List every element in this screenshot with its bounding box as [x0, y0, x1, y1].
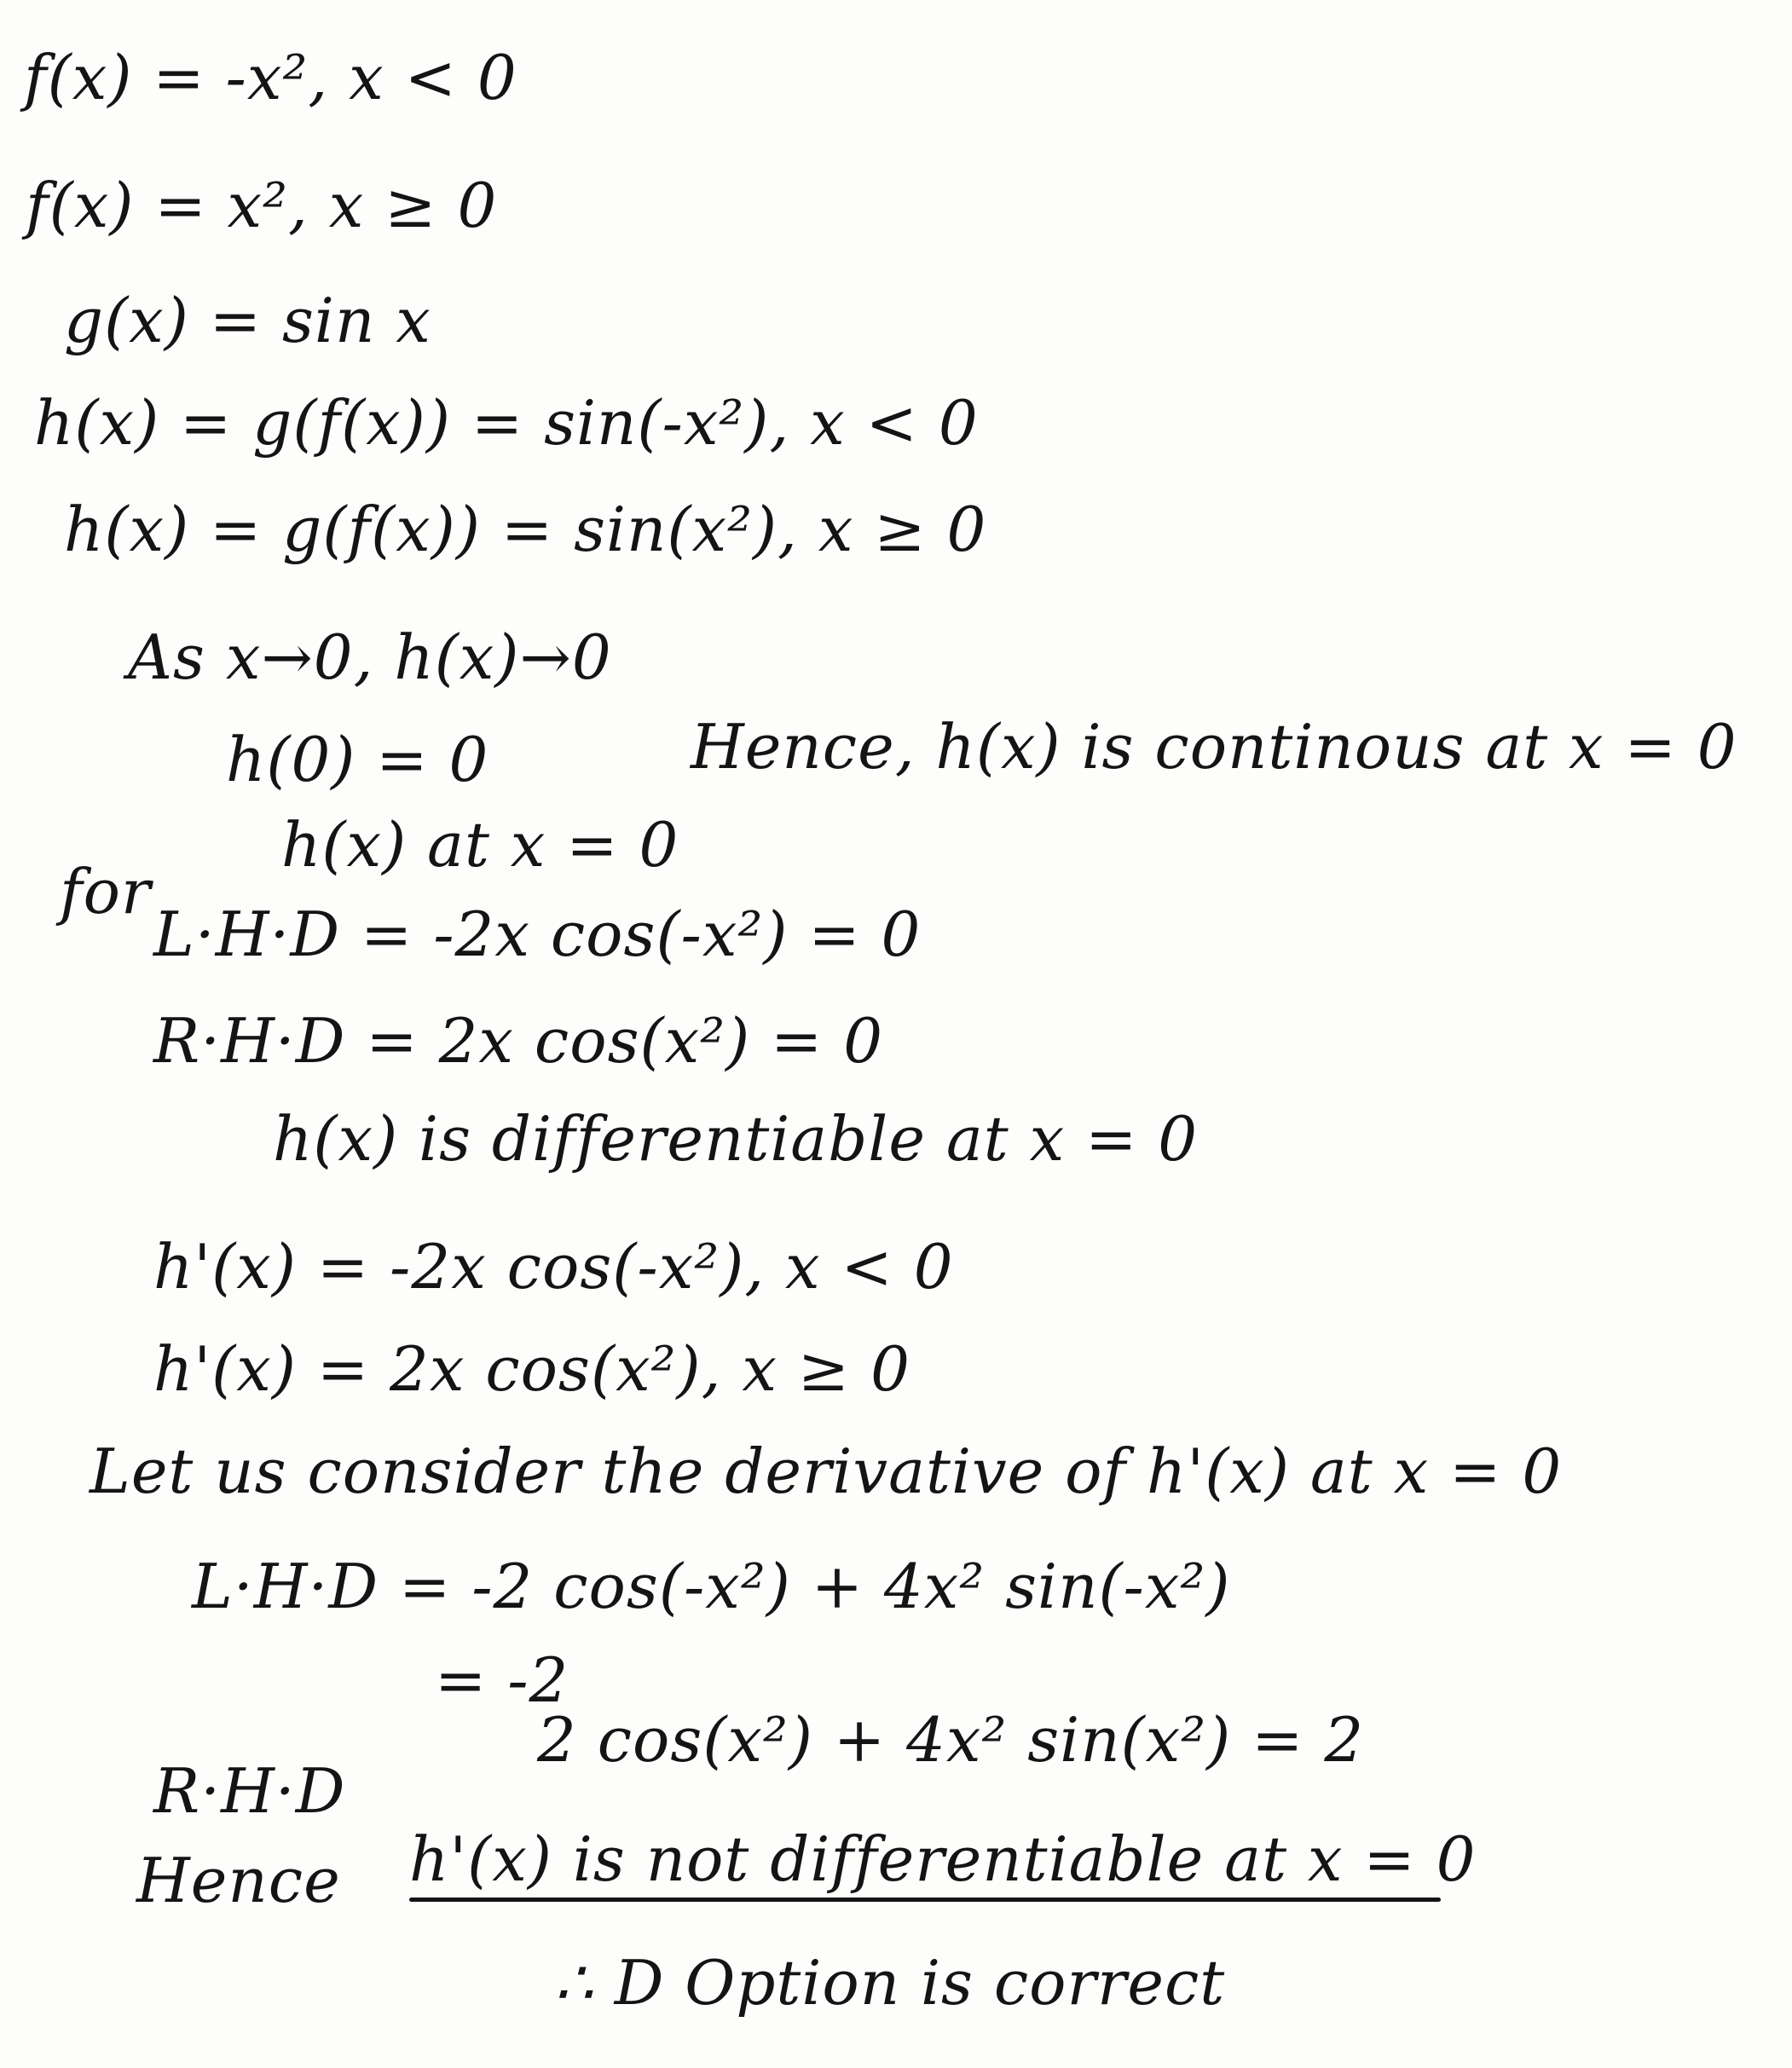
line-h-zero: h(0) = 0 — [226, 724, 489, 795]
line-h-negative: h(x) = g(f(x)) = sin(-x²), x < 0 — [34, 387, 979, 459]
line-answer: ∴ D Option is correct — [554, 1947, 1226, 2019]
line-final-conclusion: h'(x) is not differentiable at x = 0 — [409, 1823, 1477, 1895]
line-g-definition: g(x) = sin x — [64, 285, 431, 356]
line-second-rhd-label: R·H·D — [153, 1755, 346, 1827]
line-second-rhd-value: 2 cos(x²) + 4x² sin(x²) = 2 — [537, 1704, 1365, 1776]
line-second-lhd-value: = -2 — [435, 1644, 569, 1716]
line-f-positive: f(x) = x², x ≥ 0 — [26, 170, 498, 241]
line-consider-derivative: Let us consider the derivative of h'(x) at x = 0 — [90, 1435, 1563, 1507]
line-f-negative: f(x) = -x², x < 0 — [24, 42, 517, 113]
line-second-lhd: L·H·D = -2 cos(-x²) + 4x² sin(-x²) — [192, 1551, 1231, 1622]
line-first-rhd: R·H·D = 2x cos(x²) = 0 — [153, 1005, 884, 1077]
line-continuity-conclusion: Hence, h(x) is continous at x = 0 — [691, 711, 1737, 783]
line-differentiable: h(x) is differentiable at x = 0 — [273, 1103, 1199, 1175]
line-first-lhd: L·H·D = -2x cos(-x²) = 0 — [153, 898, 922, 970]
line-h-at-zero: h(x) at x = 0 — [281, 809, 679, 881]
line-h-positive: h(x) = g(f(x)) = sin(x²), x ≥ 0 — [64, 494, 987, 565]
line-derivative-negative: h'(x) = -2x cos(-x²), x < 0 — [153, 1231, 954, 1303]
line-hence: Hence — [136, 1845, 341, 1916]
line-derivative-positive: h'(x) = 2x cos(x²), x ≥ 0 — [153, 1333, 910, 1405]
line-limit: As x→0, h(x)→0 — [128, 621, 612, 693]
line-for: for — [60, 856, 152, 927]
conclusion-underline — [409, 1898, 1441, 1902]
